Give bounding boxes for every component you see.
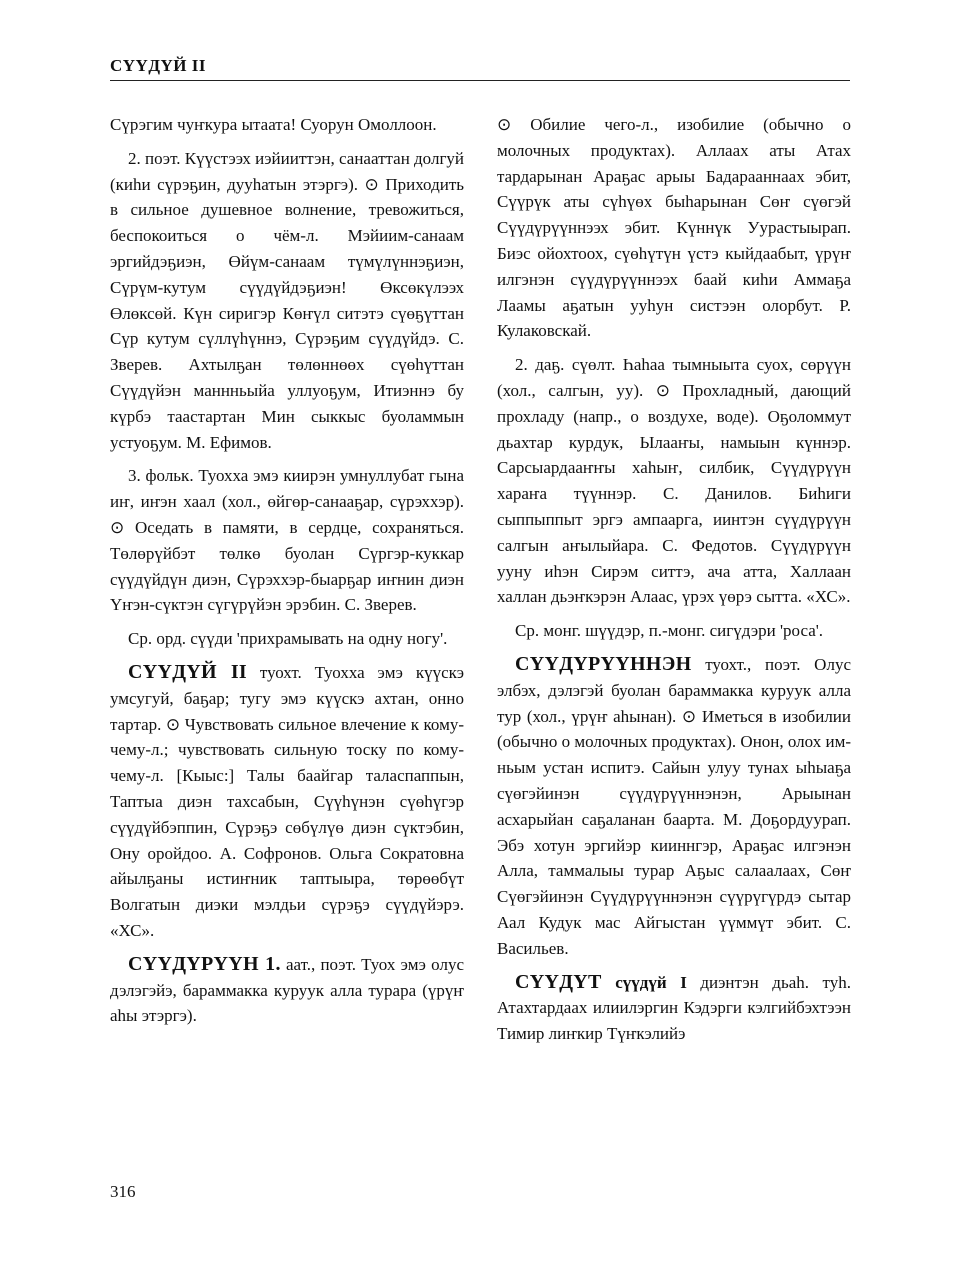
right-column xyxy=(497,112,851,1055)
headword: СҮҮДҮЙ II xyxy=(128,660,248,683)
paragraph: 2. даҕ. сүөлт. Һаһаа тымныыта суох, сөрүүн (хол., салгын, уу). ⊙ Прохладный, дающий прохладу (напр., о воздухе, воде). Оҕоломмут дьахтар курдук, Ылааҥы, намыын күннэр. Сарсыардааҥҥы хаһыҥ, силбик, Сүүдүрүүн хараҥа түүннэр. С. Данилов. Биһиги сыппыппыт эргэ ампаарга, иинтэн сүүдүрүүн салгын аҥылыйара. С. Федотов. Сүүдүрүүн ууну иһэн Сирэм ситтэ, ача атта, Халлаан халлан дьэҥкэрэн Алаас, үрэх үөрэ сытта. «ХС». xyxy=(497,355,851,607)
running-head: СҮҮДҮЙ II xyxy=(110,56,207,75)
headword: СҮҮДҮТ xyxy=(515,970,602,993)
headword: СҮҮДҮРҮҮН 1. xyxy=(128,952,281,975)
paragraph: Сүрэгим чуҥкура ытаата! Суорун Омоллоон. xyxy=(110,115,437,134)
entry-paragraph xyxy=(497,652,851,962)
entry-paragraph xyxy=(497,970,851,1047)
paragraph: Ср. орд. сүүди 'прихрамывать на одну ногу'. xyxy=(128,629,448,649)
entry-text: аат., поэт. Туох эмэ олус дэлэгэйэ, бараммакка куруук алла турара (үрүҥ аһы этэргэ). xyxy=(110,954,464,1026)
headword: СҮҮДҮРҮҮННЭН xyxy=(515,652,692,675)
paragraph: ⊙ Обилие чего-л., изобилие (обычно о молочных продуктах). Аллаах аты Атах тардарынан Араҕас арыы Бадарааннаах эбит, Сүүрүк аты сүһүөх быһарынан Сөҥ сүөгэй Сүүдүрүүннээх эбит. Күннүк Уурастыырап. Биэс ойохтоох, сүөһүтүн үстэ кыйдаабыт, үрүҥ илгэнэн сүүдүрүүннээх баай киһи Аммаҕа Лаамы аҕатын ууһун систээн олорбут. Р. Кулаковскай. xyxy=(497,115,851,341)
paragraph: 3. фольк. Туохха эмэ киирэн умнуллубат гына иҥ, иҥэн хаал (хол., өйгөр-санааҕар, сүрэххэр). ⊙ Оседать в памяти, в сердце, сохраняться. Төлөрүйбэт төлкө буолан Сүргэр-куккар сүүдүйдүн диэн, Сүрэххэр-быарҕар иҥнин диэн Үҥэн-сүктэн сүгүрүйэн эрэбин. С. Зверев. xyxy=(110,466,464,615)
paragraph: 2. поэт. Күүстээх иэйииттэн, санааттан долгуй (киһи сүрэҕин, дууһатын этэргэ). ⊙ Приходить в сильное душевное волнение, тревожиться, беспокоиться о чём-л. Мэйиим-санаам эргийдэҕиэн, Өйүм-санаам түмүлүннэҕиэн, Сүрүм-кутум сүүдүйдэҕиэн! Өксөкүлээх Өлөксөй. Күн сиригэр Көҥүл ситэтэ сүөҕүттан Сүр кутум сүллүһүннэ, Сүрэҕим сүүдүйдэ. С. Зверев. Ахтылҕан төлөннөөх сүөһүттан Сүүдүйэн маннньыйа уллуоҕум, Итиэннэ бу күрбэ таастартан Мин сыккыс буоламмын устуоҕум. М. Ефимов. xyxy=(110,148,465,452)
entry-paragraph xyxy=(110,660,464,944)
page-header xyxy=(110,54,850,81)
entry-paragraph xyxy=(110,952,464,1029)
entry-text: диэнтэн дьаһ. туһ. Атахтардаах илиилэргин Кэдэрги кэлгийбэхтээн Тимир лиҥкир Түҥкэлийэ xyxy=(497,972,851,1044)
entry-text: туохт., поэт. Олус элбэх, дэлэгэй буолан бараммакка куруук алла тур (хол., үрүҥ аһынан). ⊙ Иметься в изобилии (обычно о молочных продуктах). Онон, олох им-ньым устан испитэ. Сайын улуу тунах ыһыаҕа сүөгэйинэн сүүдүрүүннэнэн, Арыынан асхарыйан саҕаланан баарта. М. Доҕордуурап. Эбэ хотун эргийэр кииннгэр, Араҕас илгэнэн Алла, таммалыы турар Аҕыс салаалаах, Сөҥ Сүөгэйинэн Сүүдүрүүннэнэн сүүрүгүрдэ сытар Аал Кудук мас Айгыстан үүммүт эбит. С. Васильев. xyxy=(497,654,851,958)
cross-reference: сүүдүй I xyxy=(601,972,687,992)
paragraph: Ср. монг. шүүдэр, п.-монг. сигүдэри 'роса'. xyxy=(515,621,824,641)
page-number: 316 xyxy=(110,1182,136,1201)
entry-text: туохт. Туохха эмэ күүскэ умсугуй, баҕар; тугу эмэ күүскэ ахтан, онно тартар. ⊙ Чувствовать сильное влечение к кому-чему-л.; чувствовать сильную тоску по кому-чему-л. [Кыыс:] Талы баайгар таласпаппын, Таптыа диэн тахсабын, Сүүһүнэн сүөһүгэр сүүдүйбэппин, Сүрэҕэ сөбүлүө диэн сүктэбин, Ону оройдоо. А. Софронов. Ольга Сократовна айылҕаны истиҥник таптыыра, төрөөбүт Волгатын диэки мэлдьи сүрэҕэ сүүдүйэрэ. «ХС». xyxy=(110,662,464,940)
left-column xyxy=(110,112,464,1037)
